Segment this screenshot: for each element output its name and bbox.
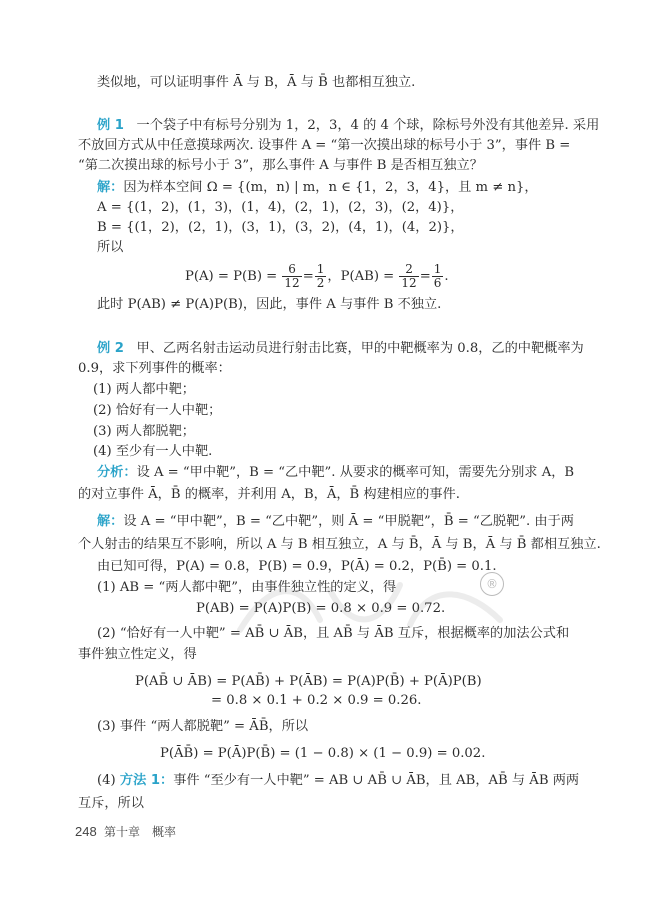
example1-line-2: 不放回方式从中任意摸球两次. 设事件 A = “第一次摸出球的标号小于 3”，事件 B = xyxy=(78,138,571,153)
example1-set-A: A = {(1，2)，(1，3)，(1，4)，(2，1)，(2，3)，(2，4)}， xyxy=(97,200,464,215)
question-item-2: (2) 恰好有一人中靶； xyxy=(93,403,222,418)
question-item-1: (1) 两人都中靶； xyxy=(93,382,195,397)
example2-solution-line-1: 解：设 A = “甲中靶”，B = “乙中靶”，则 Ā = “甲脱靶”，B̄ = “乙脱靶”. 由于两 xyxy=(97,514,574,529)
solution-label: 解： xyxy=(97,180,124,195)
chapter-title: 第十章 概率 xyxy=(104,825,177,839)
example1-formula: P(A) = P(B) = $\frac{6}{12}$ = $\frac{1}{2}$ ，P(AB) = $\frac{2}{12}$ = $\frac{1}{6}$ . xyxy=(185,262,449,290)
fraction: $\frac{6}{12}$ xyxy=(284,262,300,290)
part1-statement: (1) AB = “两人都中靶”，由事件独立性的定义，得 xyxy=(97,580,397,595)
part2-formula-1: P(AB̄ ∪ ĀB) = P(AB̄) + P(ĀB) = P(A)P(B̄) + P(Ā)P(B) xyxy=(135,674,482,689)
example2-label: 例 2 xyxy=(97,341,124,356)
analysis-line-1: 分析：设 A = “甲中靶”，B = “乙中靶”. 从要求的概率可知，需要先分别求 A，B xyxy=(97,465,575,480)
part3-formula: P(ĀB̄) = P(Ā)P(B̄) = (1 − 0.8) × (1 − 0.9) = 0.02. xyxy=(160,746,486,761)
part1-formula: P(AB) = P(A)P(B) = 0.8 × 0.9 = 0.72. xyxy=(196,601,446,616)
intro-text: 类似地，可以证明事件 Ā 与 B，Ā 与 B̄ 也都相互独立. xyxy=(97,75,416,90)
example2-solution-line-2: 个人射击的结果互不影响，所以 A 与 B 相互独立，A 与 B̄，Ā 与 B，Ā 与 B̄ 都相互独立. xyxy=(78,537,601,552)
analysis-label: 分析： xyxy=(97,465,137,480)
analysis-line-2: 的对立事件 Ā，B̄ 的概率，并利用 A，B，Ā，B̄ 构建相应的事件. xyxy=(78,487,460,502)
fraction: $\frac{1}{2}$ xyxy=(316,262,325,290)
method-label: 方法 1： xyxy=(119,773,174,788)
example1-set-B: B = {(1，2)，(2，1)，(3，1)，(3，2)，(4，1)，(4，2)}， xyxy=(97,220,464,235)
part2-statement-cont: 事件独立性定义，得 xyxy=(78,647,197,662)
part2-formula-2: = 0.8 × 0.1 + 0.2 × 0.9 = 0.26. xyxy=(211,693,422,708)
known-values: 由已知可得，P(A) = 0.8，P(B) = 0.9，P(Ā) = 0.2，P(B̄) = 0.1. xyxy=(97,559,497,574)
page-footer xyxy=(75,823,176,840)
part4-statement-cont: 互斥，所以 xyxy=(78,796,144,811)
example1-therefore: 所以 xyxy=(97,240,124,255)
example1-line-1: 例 1 一个袋子中有标号分别为 1，2，3，4 的 4 个球，除标号外没有其他差异. 采用 xyxy=(97,118,600,133)
example1-solution-line-1: 解：因为样本空间 Ω = {(m，n) | m，n ∈ {1，2，3，4}，且 m ≠ n}， xyxy=(97,180,538,195)
example2-line-2: 0.9，求下列事件的概率： xyxy=(78,361,231,376)
question-item-3: (3) 两人都脱靶； xyxy=(93,424,195,439)
example1-label: 例 1 xyxy=(97,118,124,133)
fraction: $\frac{2}{12}$ xyxy=(401,262,417,290)
example1-conclusion: 此时 P(AB) ≠ P(A)P(B)，因此，事件 A 与事件 B 不独立. xyxy=(97,297,442,312)
part4-statement: (4) 方法 1：事件 “至少有一人中靶” = AB ∪ AB̄ ∪ ĀB，且 AB，AB̄ 与 ĀB 两两 xyxy=(97,773,580,788)
part3-statement: (3) 事件 “两人都脱靶” = ĀB̄，所以 xyxy=(97,719,309,734)
fraction: $\frac{1}{6}$ xyxy=(433,262,442,290)
registered-mark-icon: ® xyxy=(480,572,504,596)
part2-statement: (2) “恰好有一人中靶” = AB̄ ∪ ĀB，且 AB̄ 与 ĀB 互斥，根据概率的加法公式和 xyxy=(97,626,570,641)
example2-line-1: 例 2 甲、乙两名射击运动员进行射击比赛，甲的中靶概率为 0.8，乙的中靶概率为 xyxy=(97,341,584,356)
example1-line-3: “第二次摸出球的标号小于 3”，那么事件 A 与事件 B 是否相互独立？ xyxy=(78,158,483,173)
page-number: 248 xyxy=(75,824,97,839)
question-item-4: (4) 至少有一人中靶. xyxy=(93,444,213,459)
solution-label: 解： xyxy=(97,514,124,529)
